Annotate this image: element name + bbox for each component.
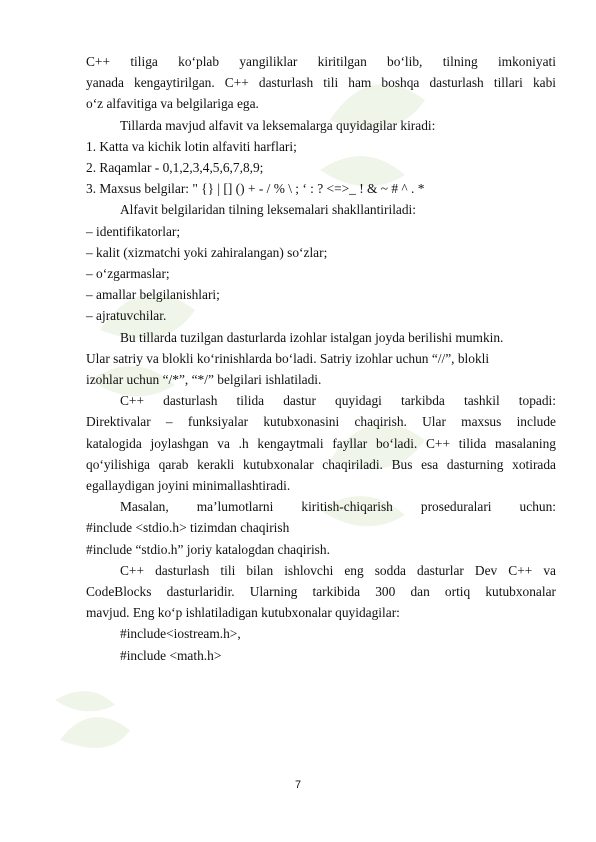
text-line: Ular satriy va blokli ko‘rinishlarda bo‘ladi. Satriy izohlar uchun “//”, blokli xyxy=(86,350,490,366)
list-item: – identifikatorlar; xyxy=(86,223,181,239)
intro-paragraph xyxy=(86,51,556,115)
text-line: C++ dasturlash tilida dastur quyidagi tarkibda tashkil topadi: xyxy=(120,393,556,409)
ide-paragraph xyxy=(86,560,556,624)
text-line: Bu tillarda tuzilgan dasturlarda izohlar istalgan joyda berilishi mumkin. xyxy=(120,329,504,345)
example-paragraph xyxy=(86,496,556,538)
text-line: egallaydigan joyini minimallashtiradi. xyxy=(86,478,291,494)
text-line: Masalan, ma’lumotlarni kiritish-chiqarish proseduralari uchun: xyxy=(120,499,556,515)
list-item: – o‘zgarmaslar; xyxy=(86,266,170,282)
text-line: yanada kengaytirilgan. C++ dasturlash tili ham boshqa dasturlash tillari kabi xyxy=(86,75,556,91)
code-line: #include <math.h> xyxy=(120,647,222,663)
page-body xyxy=(86,51,556,666)
text-line: C++ tiliga ko‘plab yangiliklar kiritilgan bo‘lib, tilning imkoniyati xyxy=(86,54,556,69)
text-line: o‘z alfavitiga va belgilariga ega. xyxy=(86,96,259,112)
alphabet-intro: Tillarda mavjud alfavit va leksemalarga quyidagilar kiradi: xyxy=(120,117,436,133)
text-line: izohlar uchun “/*”, “*/” belgilari ishlatiladi. xyxy=(86,372,322,388)
text-line: qo‘yilishiga qarab kerakli kutubxonalar chaqiriladi. Bus esa dasturning xotirada xyxy=(86,456,556,472)
list-item: 1. Katta va kichik lotin alfaviti harflari; xyxy=(86,138,297,154)
structure-paragraph xyxy=(86,390,556,496)
comments-paragraph xyxy=(86,327,556,391)
list-item: 2. Raqamlar - 0,1,2,3,4,5,6,7,8,9; xyxy=(86,160,264,176)
code-line: #include “stdio.h” joriy katalogdan chaqirish. xyxy=(86,541,330,557)
page-number: 7 xyxy=(294,779,302,791)
list-item: 3. Maxsus belgilar: " {} | [] () + - / % \ ; ‘ : ? <=>_ ! & ~ # ^ . * xyxy=(86,181,425,197)
list-item: – kalit (xizmatchi yoki zahiralangan) so‘zlar; xyxy=(86,244,328,260)
lexeme-intro: Alfavit belgilaridan tilning leksemalari shakllantiriladi: xyxy=(120,202,416,218)
list-item: – ajratuvchilar. xyxy=(86,308,167,324)
code-line: #include<iostream.h>, xyxy=(120,626,241,642)
list-item: – amallar belgilanishlari; xyxy=(86,287,220,303)
text-line: katalogida joylashgan va .h kengaytmali fayllar bo‘ladi. C++ tilida masalaning xyxy=(86,435,556,451)
text-line: C++ dasturlash tili bilan ishlovchi eng sodda dasturlar Dev C++ va xyxy=(120,562,556,578)
text-line: CodeBlocks dasturlaridir. Ularning tarkibida 300 dan ortiq kutubxonalar xyxy=(86,584,556,600)
code-line: #include <stdio.h> tizimdan chaqirish xyxy=(86,520,290,536)
text-line: mavjud. Eng ko‘p ishlatiladigan kutubxonalar quyidagilar: xyxy=(86,605,400,621)
text-line: Direktivalar – funksiyalar kutubxonasini chaqirish. Ular maxsus include xyxy=(86,414,556,430)
